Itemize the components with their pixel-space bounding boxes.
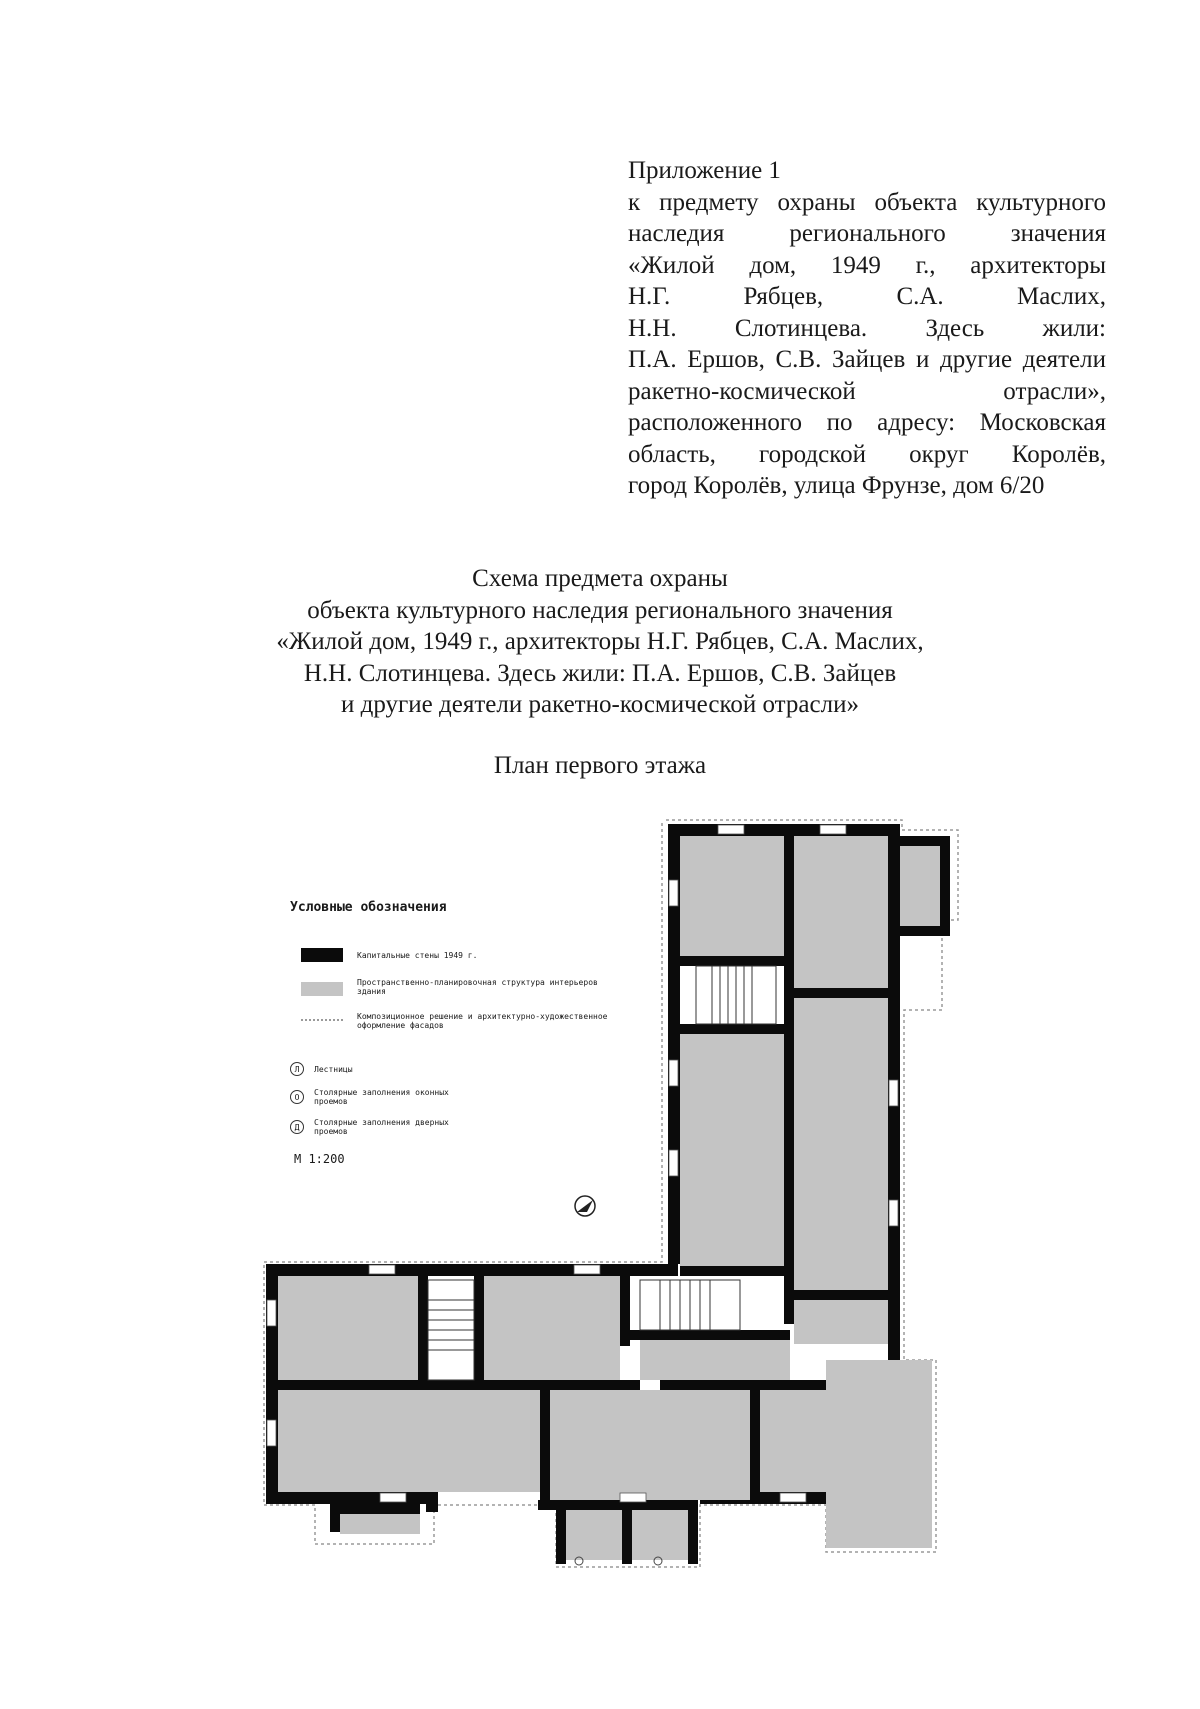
plan-title: План первого этажа xyxy=(493,752,707,779)
legend-label: Лестницы xyxy=(314,1065,353,1074)
legend-label: Капитальные стены 1949 г. xyxy=(357,951,478,960)
appendix-line: Н.Г. Рябцев, С.А. Маслих, xyxy=(628,283,1106,310)
legend-item-walls xyxy=(290,948,620,964)
appendix-line: П.А. Ершов, С.В. Зайцев и другие деятели xyxy=(628,346,1106,373)
appendix-line: расположенного по адресу: Московская xyxy=(628,409,1106,436)
heading-line: Н.Н. Слотинцева. Здесь жили: П.А. Ершов, С.В. Зайцев xyxy=(303,659,897,687)
scale-label: М 1:200 xyxy=(294,1152,345,1166)
appendix-line: ракетно-космической отрасли», xyxy=(628,377,1106,405)
legend-label: Пространственно-планировочная структура интерьеров здания xyxy=(357,978,598,996)
window-marker-icon: О xyxy=(290,1090,304,1104)
heading-line: «Жилой дом, 1949 г., архитекторы Н.Г. Рябцев, С.А. Маслих, xyxy=(276,628,924,655)
appendix-line: область, городской округ Королёв, xyxy=(628,440,1106,468)
appendix-line: город Королёв, улица Фрунзе, дом 6/20 xyxy=(628,472,1045,499)
interior-structure xyxy=(278,836,940,1560)
facade-swatch xyxy=(301,1019,343,1021)
legend-label: Столярные заполнения дверных проемов xyxy=(314,1118,449,1136)
appendix-line: Н.Н. Слотинцева. Здесь жили: xyxy=(628,314,1106,342)
appendix-title: Приложение 1 xyxy=(628,157,781,184)
heading-line: и другие деятели ракетно-космической отрасли» xyxy=(341,691,859,718)
appendix-line: к предмету охраны объекта культурного xyxy=(628,188,1106,216)
legend-marker-doors xyxy=(290,1118,510,1138)
heading-line: объекта культурного наследия регионального значения xyxy=(307,596,893,624)
legend-title: Условные обозначения xyxy=(290,900,447,915)
legend-label: Столярные заполнения оконных проемов xyxy=(314,1088,449,1106)
wall-swatch xyxy=(301,948,343,962)
north-arrow-icon xyxy=(575,1196,595,1216)
heading-line: Схема предмета охраны xyxy=(472,565,728,592)
appendix-line: «Жилой дом, 1949 г., архитекторы xyxy=(628,251,1106,279)
legend-item-facade xyxy=(290,1012,620,1034)
interior-swatch xyxy=(301,982,343,996)
legend-marker-stairs xyxy=(290,1062,510,1078)
stairs-marker-icon: Л xyxy=(290,1062,304,1076)
appendix-line: наследия регионального значения xyxy=(628,220,1106,247)
legend-item-interior xyxy=(290,978,620,1000)
door-marker-icon: Д xyxy=(290,1120,304,1134)
legend-marker-windows xyxy=(290,1088,510,1108)
legend-label: Композиционное решение и архитектурно-художественное оформление фасадов xyxy=(357,1012,608,1030)
